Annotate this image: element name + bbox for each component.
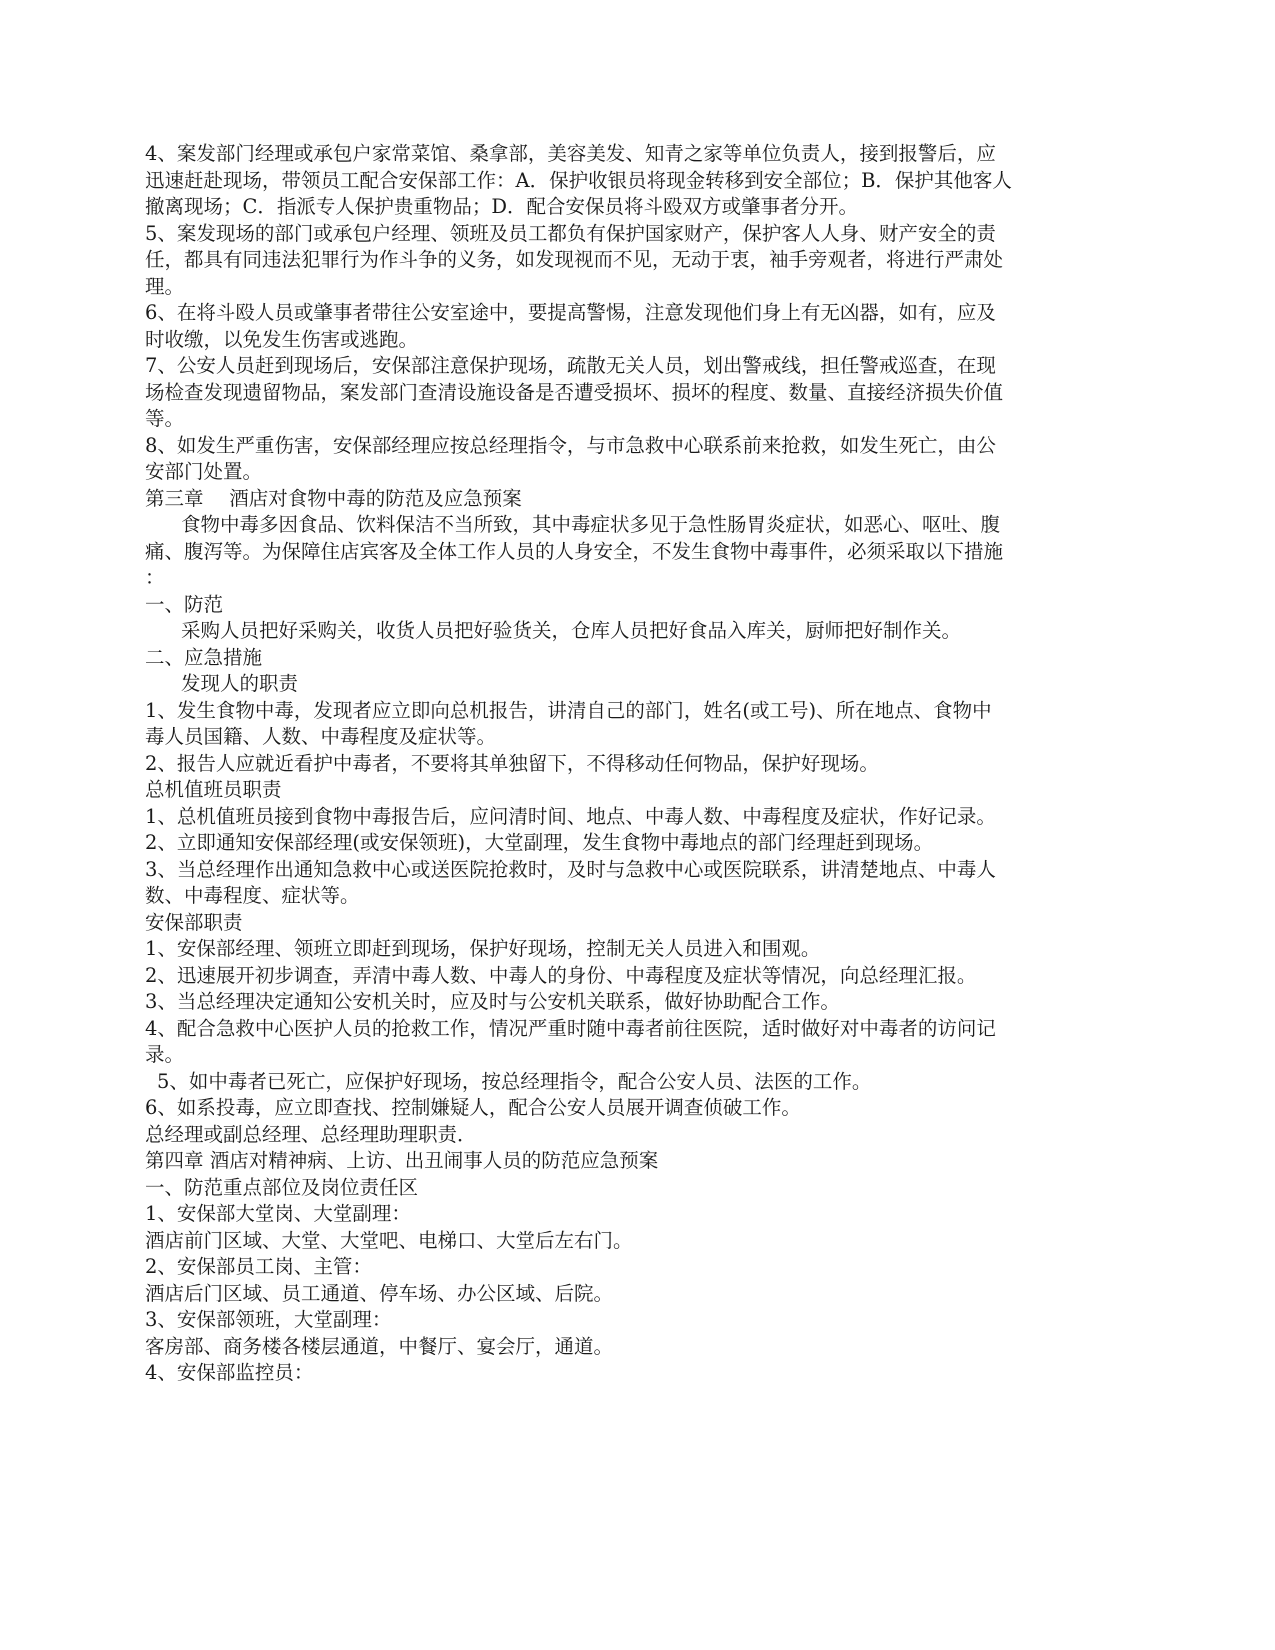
text-line: 迅速赶赴现场，带领员工配合安保部工作：A．保护收银员将现金转移到安全部位；B．保护其他客人: [145, 168, 1012, 192]
text-line: 1、发生食物中毒，发现者应立即向总机报告，讲清自己的部门，姓名(或工号)、所在地点、食物中: [145, 698, 992, 722]
text-line: 食物中毒多因食品、饮料保洁不当所致，其中毒症状多见于急性肠胃炎症状，如恶心、呕吐、腹: [181, 513, 1001, 536]
subsection-heading: 发现人的职责: [181, 672, 299, 695]
text-line: 酒店前门区域、大堂、大堂吧、电梯口、大堂后左右门。: [145, 1228, 633, 1252]
chapter-heading: 第三章 酒店对食物中毒的防范及应急预案: [145, 486, 522, 510]
text-line: 4、配合急救中心医护人员的抢救工作，情况严重时随中毒者前往医院，适时做好对中毒者的访问记: [145, 1016, 996, 1040]
subsection-heading: 总机值班员职责: [145, 778, 282, 801]
text-line: 场检查发现遗留物品，案发部门查清设施设备是否遭受损坏、损坏的程度、数量、直接经济损失价值: [145, 380, 1004, 404]
text-line: 理。: [145, 274, 185, 298]
text-line: 等。: [145, 407, 185, 430]
subsection-heading: 安保部职责: [145, 910, 243, 934]
section-heading: 一、防范重点部位及岗位责任区: [145, 1175, 419, 1199]
text-line: 撤离现场；C．指派专人保护贵重物品；D．配合安保员将斗殴双方或肇事者分开。: [145, 195, 859, 218]
text-line: 痛、腹泻等。为保障住店宾客及全体工作人员的人身安全，不发生食物中毒事件，必须采取以下措施: [145, 539, 1004, 563]
document-page: [145, 141, 1075, 1387]
text-line: 3、当总经理作出通知急救中心或送医院抢救时，及时与急救中心或医院联系，讲清楚地点、中毒人: [145, 857, 996, 881]
text-line: 2、立即通知安保部经理(或安保领班)，大堂副理，发生食物中毒地点的部门经理赶到现场。: [145, 831, 934, 854]
text-line: 5、如中毒者已死亡，应保护好现场，按总经理指令，配合公安人员、法医的工作。: [157, 1069, 872, 1093]
text-line: 2、安保部员工岗、主管：: [145, 1255, 372, 1278]
text-line: 3、安保部领班，大堂副理：: [145, 1308, 392, 1331]
text-line: 3、当总经理决定通知公安机关时，应及时与公安机关联系，做好协助配合工作。: [145, 990, 840, 1013]
text-line: 录。: [145, 1043, 185, 1066]
text-line: 1、安保部大堂岗、大堂副理：: [145, 1202, 411, 1225]
text-line: 毒人员国籍、人数、中毒程度及症状等。: [145, 725, 497, 748]
text-line: 7、公安人员赶到现场后，安保部注意保护现场，疏散无关人员，划出警戒线，担任警戒巡查，在现: [145, 354, 996, 377]
text-line: ：: [145, 566, 165, 589]
text-line: 时收缴，以免发生伤害或逃跑。: [145, 327, 419, 351]
subsection-heading: 总经理或副总经理、总经理助理职责．: [145, 1122, 477, 1146]
text-line: 1、总机值班员接到食物中毒报告后，应问清时间、地点、中毒人数、中毒程度及症状，作好记录。: [145, 804, 996, 828]
text-line: 4、安保部监控员：: [145, 1361, 314, 1384]
text-line: 2、报告人应就近看护中毒者，不要将其单独留下，不得移动任何物品，保护好现场。: [145, 751, 879, 775]
text-line: 2、迅速展开初步调查，弄清中毒人数、中毒人的身份、中毒程度及症状等情况，向总经理汇报。: [145, 963, 977, 987]
text-line: 采购人员把好采购关，收货人员把好验货关，仓库人员把好食品入库关，厨师把好制作关。: [181, 619, 962, 642]
text-line: 安部门处置。: [145, 460, 263, 483]
text-line: 数、中毒程度、症状等。: [145, 884, 360, 907]
text-line: 4、案发部门经理或承包户家常菜馆、桑拿部，美容美发、知青之家等单位负责人，接到报警后，应: [145, 142, 996, 165]
section-heading: 二、应急措施: [145, 645, 263, 669]
text-line: 6、在将斗殴人员或肇事者带往公安室途中，要提高警惕，注意发现他们身上有无凶器，如有，应及: [145, 301, 996, 324]
text-line: 任，都具有同违法犯罪行为作斗争的义务，如发现视而不见，无动于衷，袖手旁观者，将进行严肃处: [145, 248, 1004, 271]
text-line: 客房部、商务楼各楼层通道，中餐厅、宴会厅，通道。: [145, 1334, 614, 1358]
text-line: 1、安保部经理、领班立即赶到现场，保护好现场，控制无关人员进入和围观。: [145, 937, 821, 960]
section-heading: 一、防范: [145, 592, 224, 616]
text-line: 8、如发生严重伤害，安保部经理应按总经理指令，与市急救中心联系前来抢救，如发生死亡，由公: [145, 433, 996, 457]
text-line: 酒店后门区域、员工通道、停车场、办公区域、后院。: [145, 1281, 614, 1305]
text-line: 5、案发现场的部门或承包户经理、领班及员工都负有保护国家财产，保护客人人身、财产安全的责: [145, 221, 996, 245]
text-line: 6、如系投毒，应立即查找、控制嫌疑人，配合公安人员展开调查侦破工作。: [145, 1096, 801, 1119]
chapter-heading: 第四章 酒店对精神病、上访、出丑闹事人员的防范应急预案: [145, 1149, 659, 1172]
